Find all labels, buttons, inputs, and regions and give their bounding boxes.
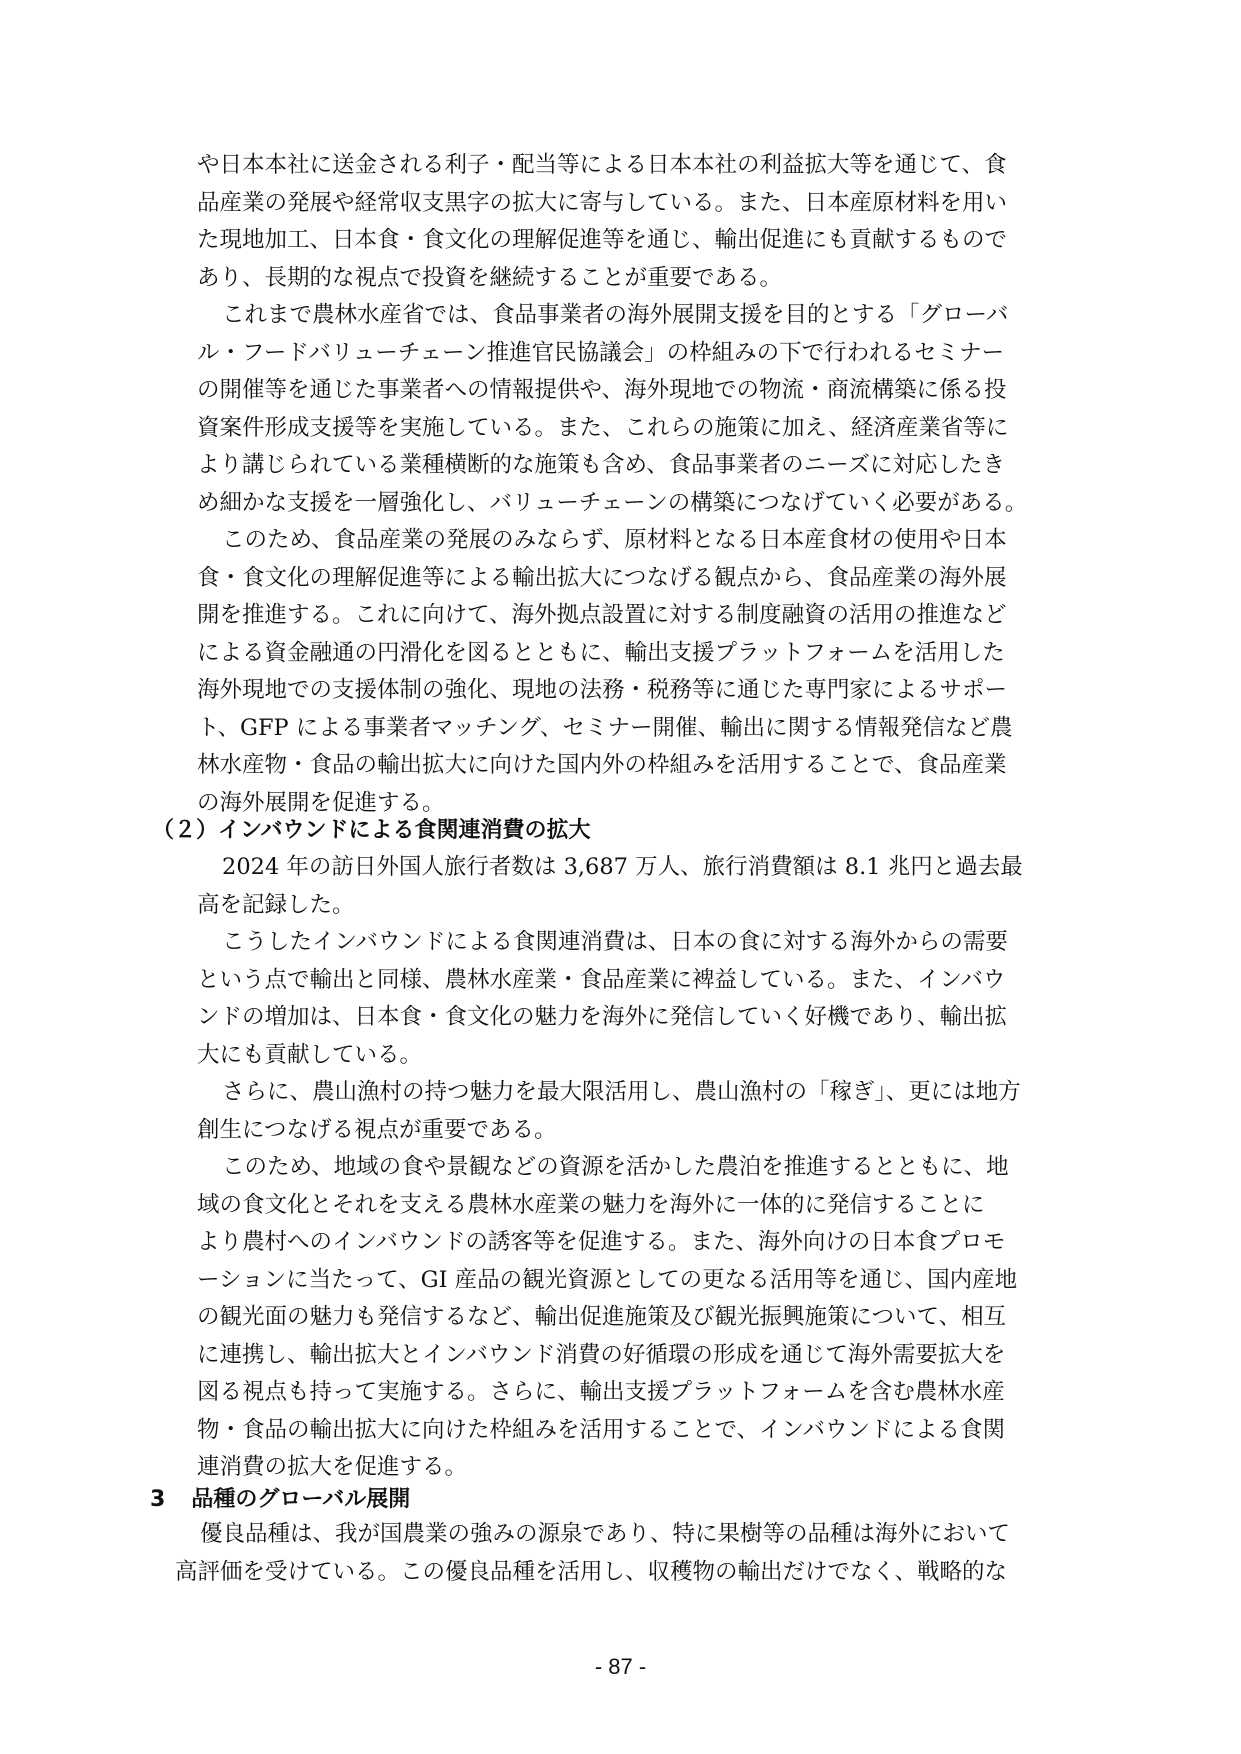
text-line: 高評価を受けている。この優良品種を活用し、収穫物の輸出だけでなく、戦略的な — [175, 1558, 1008, 1585]
text-line: 資案件形成支援等を実施している。また、これらの施策に加え、経済産業省等に — [197, 414, 1009, 441]
paragraph-block-3 — [175, 1516, 1087, 1591]
text-line: 開を推進する。これに向けて、海外拠点設置に対する制度融資の活用の推進など — [197, 602, 1007, 628]
text-line: 高を記録した。 — [197, 891, 355, 918]
text-line: 品産業の発展や経常収支黒字の拡大に寄与している。また、日本産原材料を用い — [197, 189, 1008, 216]
text-line: より農村へのインバウンドの誘客等を促進する。また、海外向けの日本食プロモ — [197, 1229, 1006, 1255]
text-line: 海外現地での支援体制の強化、現地の法務・税務等に通じた専門家によるサポー — [197, 677, 1008, 703]
text-line: 創生につなげる視点が重要である。 — [197, 1116, 557, 1143]
text-line: 連消費の拡大を促進する。 — [197, 1454, 468, 1480]
text-line: め細かな支援を一層強化し、バリューチェーンの構築につなげていく必要がある。 — [197, 489, 1028, 516]
text-line: 図る視点も持って実施する。さらに、輸出支援プラットフォームを含む農林水産 — [197, 1379, 1005, 1405]
text-line: これまで農林水産省では、食品事業者の海外展開支援を目的とする「グローバ — [222, 302, 1009, 328]
section-heading-3 — [150, 1485, 410, 1515]
text-line: さらに、農山漁村の持つ魅力を最大限活用し、農山漁村の「稼ぎ」、更には地方 — [222, 1079, 1021, 1105]
text-line: の開催等を通じた事業者への情報提供や、海外現地での物流・商流構築に係る投 — [197, 377, 1007, 403]
text-line: 大にも貢献している。 — [197, 1041, 423, 1068]
text-line: ト、GFP による事業者マッチング、セミナー開催、輸出に関する情報発信など農 — [197, 714, 1013, 741]
text-line: こうしたインバウンドによる食関連消費は、日本の食に対する海外からの需要 — [222, 929, 1008, 955]
text-line: 域の食文化とそれを支える農林水産業の魅力を海外に一体的に発信することに — [197, 1191, 985, 1218]
text-line: より講じられている業種横断的な施策も含め、食品事業者のニーズに対応したき — [197, 452, 1005, 478]
text-line: 林水産物・食品の輸出拡大に向けた国内外の枠組みを活用することで、食品産業 — [197, 752, 1007, 778]
page-number: - 87 - — [594, 1654, 647, 1679]
text-line: による資金融通の円滑化を図るとともに、輸出支援プラットフォームを活用した — [197, 639, 1005, 666]
text-line: た現地加工、日本食・食文化の理解促進等を通じ、輸出促進にも貢献するもので — [197, 227, 1008, 253]
paragraph-block-2 — [197, 849, 1087, 1487]
text-line: という点で輸出と同様、農林水産業・食品産業に裨益している。また、インバウ — [197, 966, 1006, 993]
text-line: に連携し、輸出拡大とインバウンド消費の好循環の形成を通じて海外需要拡大を — [197, 1341, 1006, 1368]
text-line: や日本本社に送金される利子・配当等による日本本社の利益拡大等を通じて、食 — [197, 152, 1007, 178]
paragraph-block-1 — [197, 147, 1087, 822]
text-line: ンドの増加は、日本食・食文化の魅力を海外に発信していく好機であり、輸出拡 — [197, 1004, 1008, 1030]
section-heading-2: （２）インバウンドによる食関連消費の拡大 — [152, 818, 591, 843]
text-line: の観光面の魅力も発信するなど、輸出促進施策及び観光振興施策について、相互 — [197, 1304, 1007, 1330]
text-line: あり、長期的な視点で投資を継続することが重要である。 — [197, 264, 783, 291]
text-line: ル・フードバリューチェーン推進官民協議会」の枠組みの下で行われるセミナー — [197, 339, 1005, 366]
text-line: 物・食品の輸出拡大に向けた枠組みを活用することで、インバウンドによる食関 — [197, 1416, 1005, 1443]
section-title: 品種のグローバル展開 — [191, 1487, 411, 1512]
text-line: の海外展開を促進する。 — [197, 789, 445, 816]
text-line: 食・食文化の理解促進等による輸出拡大につなげる観点から、食品産業の海外展 — [197, 564, 1007, 591]
text-line: このため、地域の食や景観などの資源を活かした農泊を推進するとともに、地 — [222, 1154, 1009, 1180]
text-line: ーションに当たって、GI 産品の観光資源としての更なる活用等を通じ、国内産地 — [197, 1266, 1018, 1293]
text-line: 2024 年の訪日外国人旅行者数は 3,687 万人、旅行消費額は 8.1 兆円と過去最 — [222, 854, 1023, 880]
section-number: 3 — [150, 1487, 166, 1512]
text-line: 優良品種は、我が国農業の強みの源泉であり、特に果樹等の品種は海外において — [200, 1521, 1011, 1547]
text-line: このため、食品産業の発展のみならず、原材料となる日本産食材の使用や日本 — [222, 527, 1007, 553]
